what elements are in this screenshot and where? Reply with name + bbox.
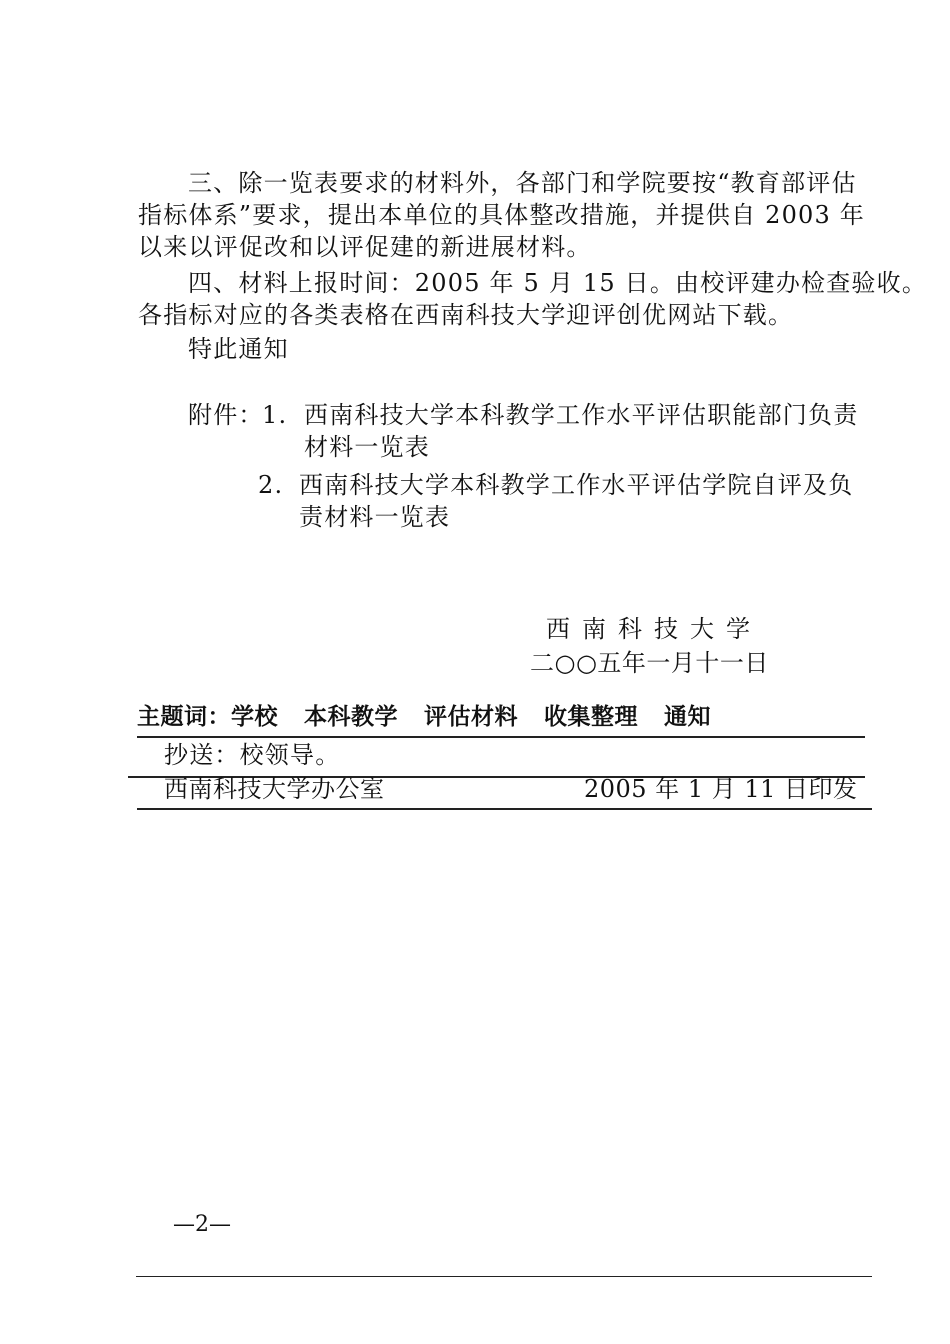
issue-date: 2005 年 1 月 11 日印发: [584, 775, 858, 803]
attachment-1-number: 1.: [262, 401, 288, 429]
keyword: 收集整理: [544, 704, 638, 730]
paragraph-3-line-3: 以来以评促改和以评促建的新进展材料。: [138, 233, 592, 261]
cc-line: 抄送：校领导。: [164, 741, 341, 769]
keywords-label: 主题词：: [137, 704, 231, 730]
divider-bottom: [137, 808, 872, 810]
paragraph-3-line-1: 三、除一览表要求的材料外，各部门和学院要按“教育部评估: [188, 169, 857, 197]
page-number: —2—: [173, 1212, 231, 1237]
keyword: 通知: [664, 704, 711, 730]
attachment-2-line-1: 西南科技大学本科教学工作水平评估学院自评及负: [299, 471, 854, 499]
attachment-2-number: 2.: [258, 471, 284, 499]
issuer: 西南科技大学办公室: [164, 775, 385, 803]
keyword: 本科教学: [304, 704, 398, 730]
signature-date: 二○○五年一月十一日: [530, 649, 769, 677]
signature-org: 西南科技大学: [546, 615, 762, 643]
paragraph-4-line-1: 四、材料上报时间：2005 年 5 月 15 日。由校评建办检查验收。: [188, 269, 928, 297]
page-bottom-rule: [136, 1276, 872, 1277]
keyword: 学校: [231, 704, 278, 730]
keyword: 评估材料: [424, 704, 518, 730]
attachment-1-line-1: 西南科技大学本科教学工作水平评估职能部门负责: [304, 401, 859, 429]
paragraph-4-line-2: 各指标对应的各类表格在西南科技大学迎评创优网站下载。: [138, 301, 794, 329]
attachment-2-line-2: 责材料一览表: [299, 503, 451, 531]
attachment-1-line-2: 材料一览表: [304, 433, 430, 461]
subject-keywords: [137, 702, 737, 732]
paragraph-3-line-2: 指标体系”要求，提出本单位的具体整改措施，并提供自 2003 年: [138, 201, 866, 229]
closing-text: 特此通知: [188, 335, 289, 363]
attachments-label: 附件：: [188, 401, 264, 429]
divider-top: [137, 736, 865, 738]
